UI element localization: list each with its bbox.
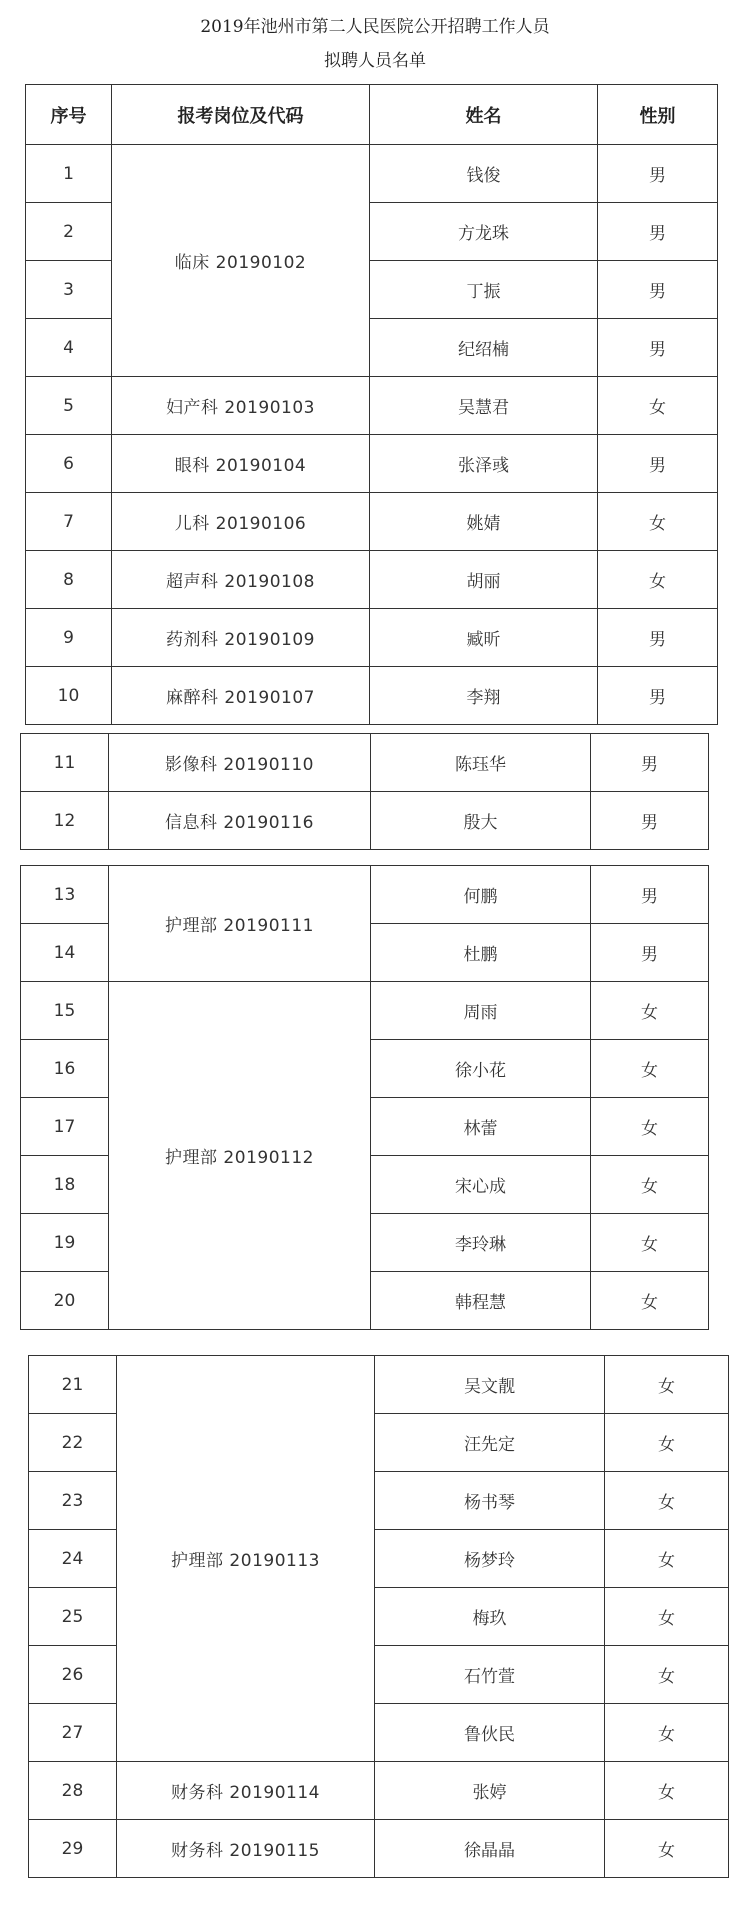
gender-cell: 男: [591, 792, 709, 850]
position-cell: 妇产科 20190103: [112, 377, 370, 435]
position-cell: 药剂科 20190109: [112, 609, 370, 667]
row-number: 2: [26, 203, 112, 261]
gender-cell: 女: [591, 1098, 709, 1156]
gender-cell: 女: [598, 551, 718, 609]
row-number: 27: [29, 1704, 117, 1762]
position-cell: 影像科 20190110: [109, 734, 371, 792]
staff-table-part-3: [20, 865, 709, 1330]
name-cell: 胡丽: [370, 551, 598, 609]
row-number: 5: [26, 377, 112, 435]
table-row: [26, 551, 718, 609]
gender-cell: 女: [591, 1214, 709, 1272]
name-cell: 臧昕: [370, 609, 598, 667]
row-number: 17: [21, 1098, 109, 1156]
gender-cell: 男: [598, 261, 718, 319]
name-cell: 纪绍楠: [370, 319, 598, 377]
position-cell: 护理部 20190113: [117, 1356, 375, 1762]
row-number: 6: [26, 435, 112, 493]
gender-cell: 女: [605, 1704, 729, 1762]
name-cell: 张婷: [375, 1762, 605, 1820]
row-number: 14: [21, 924, 109, 982]
name-cell: 汪先定: [375, 1414, 605, 1472]
row-number: 19: [21, 1214, 109, 1272]
name-cell: 张泽彧: [370, 435, 598, 493]
row-number: 4: [26, 319, 112, 377]
name-cell: 杨书琴: [375, 1472, 605, 1530]
row-number: 8: [26, 551, 112, 609]
table-row: [29, 1762, 729, 1820]
row-number: 12: [21, 792, 109, 850]
gender-cell: 男: [591, 866, 709, 924]
row-number: 7: [26, 493, 112, 551]
gender-cell: 女: [598, 377, 718, 435]
name-cell: 徐晶晶: [375, 1820, 605, 1878]
row-number: 26: [29, 1646, 117, 1704]
row-number: 13: [21, 866, 109, 924]
gender-cell: 女: [605, 1820, 729, 1878]
row-number: 1: [26, 145, 112, 203]
gender-cell: 男: [598, 435, 718, 493]
document-title: 2019年池州市第二人民医院公开招聘工作人员: [200, 17, 550, 37]
table-row: [21, 866, 709, 924]
row-number: 29: [29, 1820, 117, 1878]
position-cell: 财务科 20190115: [117, 1820, 375, 1878]
gender-cell: 女: [605, 1588, 729, 1646]
staff-table-part-1: [25, 84, 718, 725]
position-cell: 超声科 20190108: [112, 551, 370, 609]
gender-cell: 女: [591, 1272, 709, 1330]
name-cell: 梅玖: [375, 1588, 605, 1646]
gender-cell: 女: [605, 1646, 729, 1704]
position-cell: 信息科 20190116: [109, 792, 371, 850]
row-number: 18: [21, 1156, 109, 1214]
gender-cell: 女: [605, 1762, 729, 1820]
table-row: [26, 493, 718, 551]
row-number: 15: [21, 982, 109, 1040]
name-cell: 吴文靓: [375, 1356, 605, 1414]
staff-table-part-2: [20, 733, 709, 850]
name-cell: 徐小花: [371, 1040, 591, 1098]
name-cell: 韩程慧: [371, 1272, 591, 1330]
name-cell: 吴慧君: [370, 377, 598, 435]
name-cell: 杜鹏: [371, 924, 591, 982]
table-row: [29, 1820, 729, 1878]
table-row: [21, 734, 709, 792]
name-cell: 林蕾: [371, 1098, 591, 1156]
gender-cell: 女: [605, 1472, 729, 1530]
position-cell: 临床 20190102: [112, 145, 370, 377]
gender-cell: 女: [591, 1156, 709, 1214]
gender-cell: 女: [605, 1530, 729, 1588]
name-cell: 方龙珠: [370, 203, 598, 261]
gender-cell: 男: [598, 319, 718, 377]
row-number: 23: [29, 1472, 117, 1530]
header-number: 序号: [26, 85, 112, 145]
gender-cell: 男: [598, 609, 718, 667]
header-position: 报考岗位及代码: [112, 85, 370, 145]
header-name: 姓名: [370, 85, 598, 145]
name-cell: 李翔: [370, 667, 598, 725]
document-subtitle: 拟聘人员名单: [324, 51, 426, 71]
table-row: [21, 792, 709, 850]
position-cell: 护理部 20190112: [109, 982, 371, 1330]
name-cell: 宋心成: [371, 1156, 591, 1214]
row-number: 20: [21, 1272, 109, 1330]
row-number: 10: [26, 667, 112, 725]
table-row: [26, 667, 718, 725]
name-cell: 周雨: [371, 982, 591, 1040]
gender-cell: 女: [598, 493, 718, 551]
name-cell: 姚婧: [370, 493, 598, 551]
gender-cell: 男: [598, 145, 718, 203]
name-cell: 何鹏: [371, 866, 591, 924]
position-cell: 眼科 20190104: [112, 435, 370, 493]
gender-cell: 男: [591, 734, 709, 792]
row-number: 24: [29, 1530, 117, 1588]
table-row: [26, 435, 718, 493]
gender-cell: 女: [591, 1040, 709, 1098]
position-cell: 护理部 20190111: [109, 866, 371, 982]
position-cell: 麻醉科 20190107: [112, 667, 370, 725]
name-cell: 殷大: [371, 792, 591, 850]
name-cell: 钱俊: [370, 145, 598, 203]
table-header-row: [26, 85, 718, 145]
row-number: 9: [26, 609, 112, 667]
gender-cell: 女: [605, 1414, 729, 1472]
name-cell: 陈珏华: [371, 734, 591, 792]
header-gender: 性别: [598, 85, 718, 145]
table-row: [29, 1356, 729, 1414]
gender-cell: 男: [591, 924, 709, 982]
row-number: 21: [29, 1356, 117, 1414]
name-cell: 李玲琳: [371, 1214, 591, 1272]
table-row: [26, 145, 718, 203]
gender-cell: 男: [598, 203, 718, 261]
row-number: 11: [21, 734, 109, 792]
position-cell: 财务科 20190114: [117, 1762, 375, 1820]
row-number: 25: [29, 1588, 117, 1646]
staff-table-part-4: [28, 1355, 729, 1878]
name-cell: 鲁伙民: [375, 1704, 605, 1762]
table-row: [26, 609, 718, 667]
name-cell: 杨梦玲: [375, 1530, 605, 1588]
row-number: 28: [29, 1762, 117, 1820]
position-cell: 儿科 20190106: [112, 493, 370, 551]
table-row: [21, 982, 709, 1040]
row-number: 3: [26, 261, 112, 319]
table-row: [26, 377, 718, 435]
gender-cell: 女: [605, 1356, 729, 1414]
gender-cell: 男: [598, 667, 718, 725]
gender-cell: 女: [591, 982, 709, 1040]
row-number: 16: [21, 1040, 109, 1098]
row-number: 22: [29, 1414, 117, 1472]
name-cell: 丁振: [370, 261, 598, 319]
name-cell: 石竹萱: [375, 1646, 605, 1704]
